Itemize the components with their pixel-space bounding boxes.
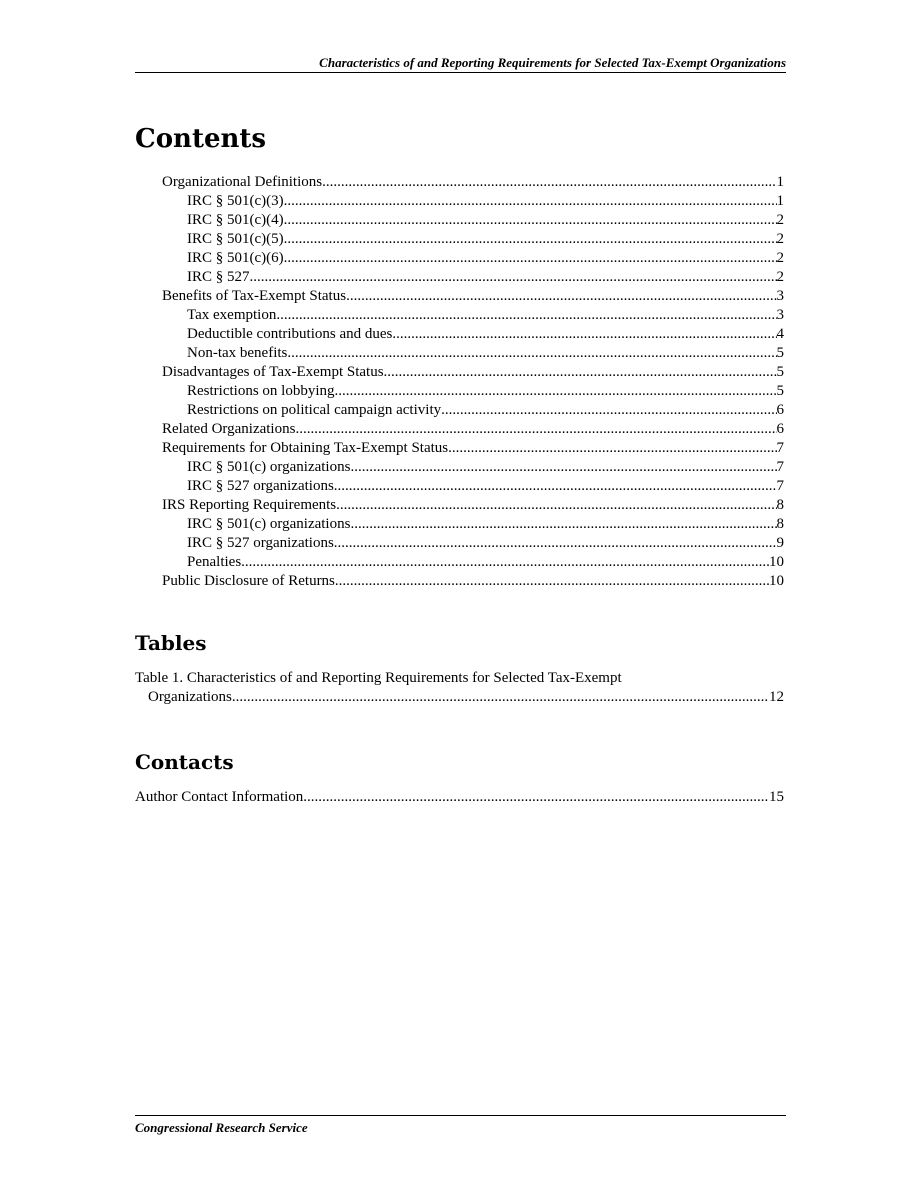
toc-entry-page: 1 <box>776 174 784 190</box>
toc-entry-page: 3 <box>776 288 784 304</box>
toc-leader-dots <box>448 439 776 458</box>
toc-leader-dots <box>284 249 777 268</box>
toc-leader-dots <box>335 382 777 401</box>
toc-entry[interactable] <box>135 496 784 515</box>
toc-entry-title: IRC § 527 organizations <box>187 478 334 494</box>
toc-entry-title: Requirements for Obtaining Tax-Exempt Status <box>162 440 449 456</box>
toc-entry[interactable] <box>135 553 784 572</box>
toc-entry-title: Author Contact Information <box>135 789 304 805</box>
toc-entry-table-1-line1[interactable] <box>135 669 784 688</box>
toc-entry[interactable] <box>135 363 784 382</box>
toc-entry-title: Deductible contributions and dues <box>187 326 393 342</box>
toc-leader-dots <box>334 477 777 496</box>
toc-entry-title: Disadvantages of Tax-Exempt Status <box>162 364 384 380</box>
toc-entry-page: 6 <box>776 421 784 437</box>
toc-entry-page: 5 <box>776 364 784 380</box>
toc-entry-page: 9 <box>776 535 784 551</box>
toc-entry-title: Public Disclosure of Returns <box>162 573 335 589</box>
toc-entry-page: 12 <box>769 689 784 705</box>
toc-entry-page: 3 <box>776 307 784 323</box>
toc-entry-title: Non-tax benefits <box>187 345 288 361</box>
toc-entry-title: IRC § 501(c)(6) <box>187 250 284 266</box>
toc-entry[interactable] <box>135 572 784 591</box>
contents-list <box>135 173 784 591</box>
toc-entry[interactable] <box>135 515 784 534</box>
toc-leader-dots <box>346 287 776 306</box>
toc-entry-title: IRC § 527 organizations <box>187 535 334 551</box>
contents-heading: Contents <box>135 124 267 154</box>
toc-entry[interactable] <box>135 439 784 458</box>
toc-entry-page: 4 <box>776 326 784 342</box>
contacts-list <box>135 788 784 807</box>
toc-leader-dots <box>441 401 776 420</box>
toc-entry-page: 15 <box>769 789 784 805</box>
toc-entry[interactable] <box>135 192 784 211</box>
toc-entry-page: 8 <box>776 516 784 532</box>
toc-entry[interactable] <box>135 344 784 363</box>
footer: Congressional Research Service <box>135 1120 308 1135</box>
toc-entry-title: IRC § 527 <box>187 269 250 285</box>
toc-entry[interactable] <box>135 230 784 249</box>
footer-rule <box>135 1115 786 1116</box>
toc-leader-dots <box>384 363 777 382</box>
toc-entry-title: IRC § 501(c)(3) <box>187 193 284 209</box>
toc-leader-dots <box>303 788 769 807</box>
toc-entry-page: 6 <box>776 402 784 418</box>
toc-entry[interactable] <box>135 173 784 192</box>
toc-leader-dots <box>334 534 777 553</box>
toc-entry-page: 5 <box>776 345 784 361</box>
toc-entry-title: IRS Reporting Requirements <box>162 497 337 513</box>
toc-entry-title: Penalties <box>187 554 242 570</box>
toc-entry-page: 7 <box>776 440 784 456</box>
toc-entry-page: 5 <box>776 383 784 399</box>
toc-entry-author-contact[interactable] <box>135 788 784 807</box>
toc-entry-page: 1 <box>776 193 784 209</box>
tables-list <box>135 669 784 707</box>
toc-entry[interactable] <box>135 268 784 287</box>
toc-leader-dots <box>287 344 776 363</box>
toc-entry-page: 7 <box>776 459 784 475</box>
toc-entry-title: IRC § 501(c)(4) <box>187 212 284 228</box>
toc-entry[interactable] <box>135 211 784 230</box>
toc-entry[interactable] <box>135 249 784 268</box>
toc-entry[interactable] <box>135 382 784 401</box>
toc-leader-dots <box>232 688 769 707</box>
toc-entry-title: Restrictions on political campaign activity <box>187 402 442 418</box>
toc-entry[interactable] <box>135 534 784 553</box>
toc-entry[interactable] <box>135 477 784 496</box>
toc-entry-page: 2 <box>776 231 784 247</box>
toc-entry-page: 7 <box>776 478 784 494</box>
toc-leader-dots <box>336 496 776 515</box>
toc-entry-title: Organizations <box>148 689 232 705</box>
toc-entry-title: IRC § 501(c) organizations <box>187 459 351 475</box>
contacts-heading: Contacts <box>135 750 234 774</box>
toc-entry-title: Tax exemption <box>187 307 277 323</box>
toc-leader-dots <box>250 268 777 287</box>
toc-entry[interactable] <box>135 306 784 325</box>
toc-entry-title: Organizational Definitions <box>162 174 323 190</box>
toc-entry-page: 10 <box>769 573 784 589</box>
toc-entry[interactable] <box>135 325 784 344</box>
toc-leader-dots <box>322 173 776 192</box>
toc-entry[interactable] <box>135 458 784 477</box>
toc-leader-dots <box>335 572 769 591</box>
toc-entry-page: 2 <box>776 269 784 285</box>
toc-entry-page: 2 <box>776 212 784 228</box>
toc-leader-dots <box>284 192 777 211</box>
toc-leader-dots <box>284 230 777 249</box>
tables-heading: Tables <box>135 631 207 655</box>
toc-leader-dots <box>241 553 769 572</box>
toc-leader-dots <box>284 211 777 230</box>
toc-entry-title: Restrictions on lobbying <box>187 383 335 399</box>
toc-entry-page: 2 <box>776 250 784 266</box>
toc-entry-title: IRC § 501(c) organizations <box>187 516 351 532</box>
running-header: Characteristics of and Reporting Requirements for Selected Tax-Exempt Organizations <box>319 55 786 70</box>
toc-entry-title: Table 1. Characteristics of and Reporting Requirements for Selected Tax-Exempt <box>135 670 622 686</box>
toc-entry[interactable] <box>135 401 784 420</box>
toc-leader-dots <box>392 325 776 344</box>
toc-entry-page: 8 <box>776 497 784 513</box>
toc-entry[interactable] <box>135 287 784 306</box>
toc-entry-page: 10 <box>769 554 784 570</box>
header-rule <box>135 72 786 73</box>
toc-entry-table-1[interactable] <box>135 688 784 707</box>
toc-entry[interactable] <box>135 420 784 439</box>
toc-leader-dots <box>350 515 776 534</box>
toc-entry-title: IRC § 501(c)(5) <box>187 231 284 247</box>
toc-leader-dots <box>276 306 776 325</box>
toc-entry-title: Related Organizations <box>162 421 296 437</box>
toc-leader-dots <box>295 420 776 439</box>
toc-entry-title: Benefits of Tax-Exempt Status <box>162 288 347 304</box>
toc-leader-dots <box>350 458 776 477</box>
